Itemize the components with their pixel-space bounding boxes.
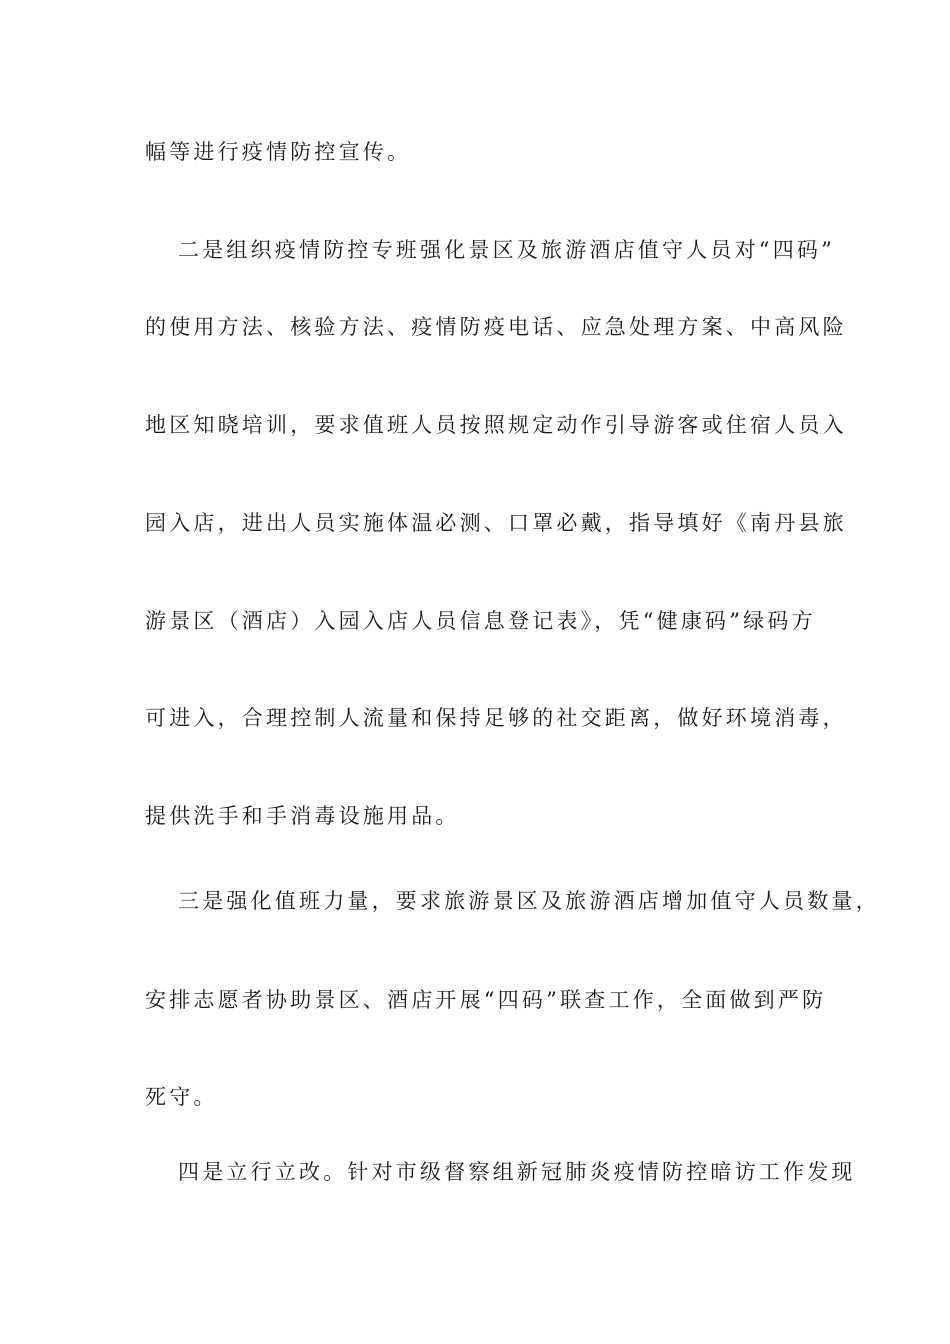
- paragraph-3-line-2: 安排志愿者协助景区、酒店开展“四码”联查工作，全面做到严防: [145, 988, 827, 1012]
- paragraph-2-line-7: 提供洗手和手消毒设施用品。: [145, 804, 460, 828]
- paragraph-2-line-4: 园入店，进出人员实施体温必测、口罩必戴，指导填好《南丹县旅: [145, 511, 847, 535]
- paragraph-2-line-1: 二是组织疫情防控专班强化景区及旅游酒店值守人员对“四码”: [178, 238, 836, 262]
- paragraph-4-line-1: 四是立行立改。针对市级督察组新冠肺炎疫情防控暗访工作发现: [178, 1160, 856, 1184]
- paragraph-2-line-2: 的使用方法、核验方法、疫情防疫电话、应急处理方案、中高风险: [145, 315, 847, 339]
- text-line-1: 幅等进行疫情防控宣传。: [145, 140, 412, 164]
- paragraph-3-line-3: 死守。: [145, 1085, 218, 1109]
- paragraph-2-line-3: 地区知晓培训，要求值班人员按照规定动作引导游客或住宿人员入: [145, 413, 847, 437]
- paragraph-2-line-5: 游景区（酒店）入园入店人员信息登记表》，凭“健康码”绿码方: [145, 609, 816, 633]
- paragraph-3-line-1: 三是强化值班力量，要求旅游景区及旅游酒店增加值守人员数量，: [178, 889, 880, 913]
- paragraph-2-line-6: 可进入，合理控制人流量和保持足够的社交距离，做好环境消毒，: [145, 706, 847, 730]
